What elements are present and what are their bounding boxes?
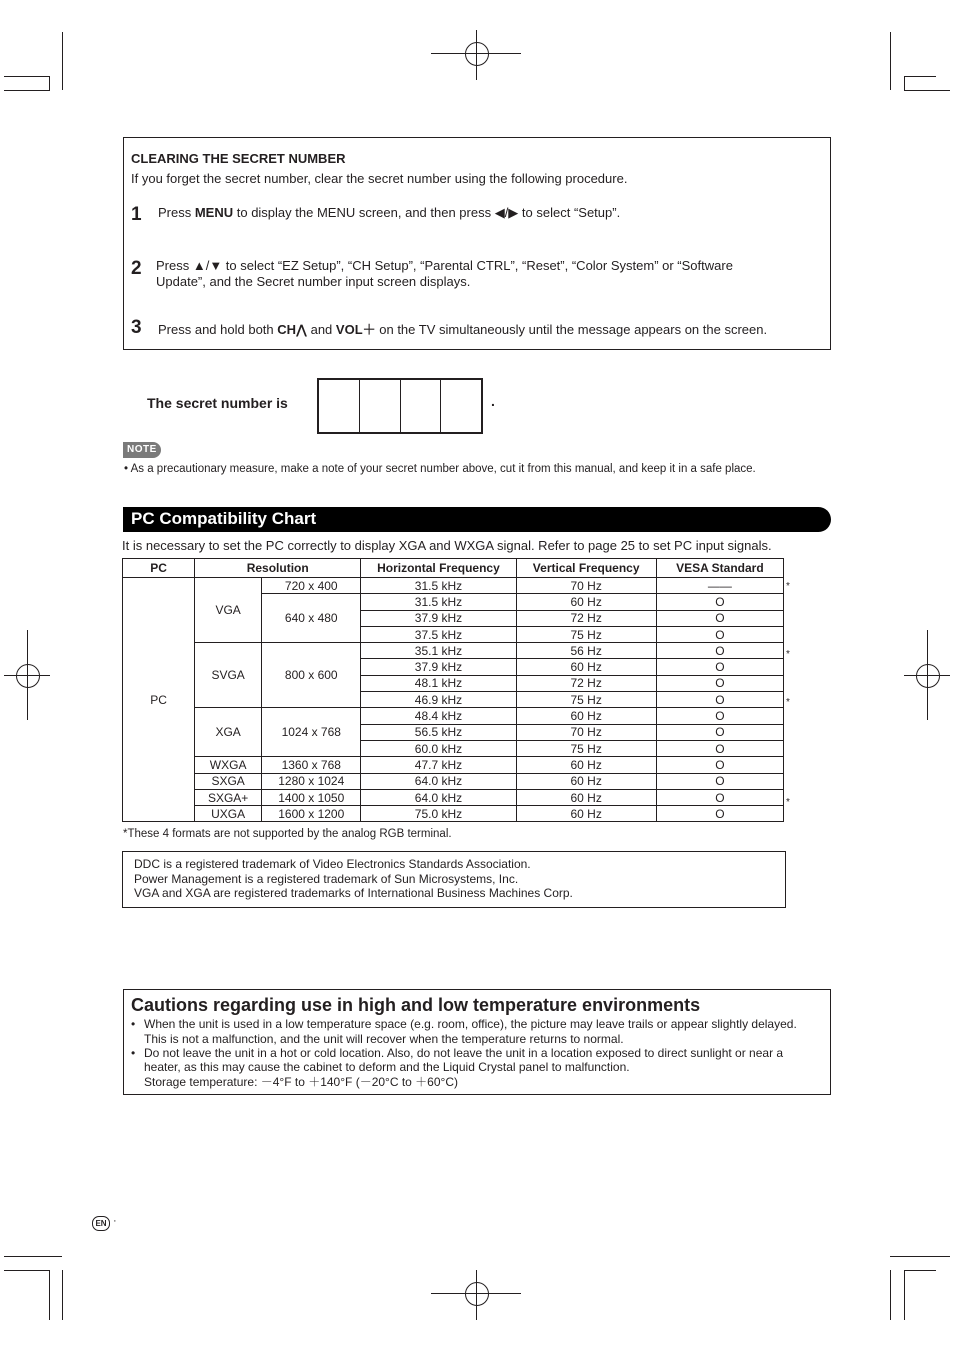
digit-box — [441, 380, 481, 432]
hfreq-cell: 47.7 kHz — [361, 757, 516, 773]
digit-box — [319, 380, 360, 432]
caution-text: Storage temperature: －4°F to ＋140°F (－20°C to ＋60°C) — [144, 1075, 458, 1089]
vesa-cell: O — [656, 789, 783, 805]
header-cell: VESA Standard — [656, 559, 783, 578]
table-row — [123, 578, 784, 594]
hfreq-cell: 48.4 kHz — [361, 708, 516, 724]
caution-text: heater, as this may cause the cabinet to deform and the Liquid Crystal panel to malfunction. — [144, 1060, 630, 1074]
hfreq-cell: 31.5 kHz — [361, 578, 516, 594]
digit-box — [401, 380, 442, 432]
note-text: • As a precautionary measure, make a note of your secret number above, cut it from this manual, and keep it in a safe place. — [124, 463, 756, 475]
hfreq-cell: 60.0 kHz — [361, 740, 516, 756]
language-badge: EN — [92, 1216, 110, 1231]
vfreq-cell: 72 Hz — [516, 610, 656, 626]
hfreq-cell: 37.5 kHz — [361, 626, 516, 642]
resolution-cell: 1024 x 768 — [262, 708, 361, 757]
vfreq-cell: 60 Hz — [516, 594, 656, 610]
group-cell: SXGA+ — [195, 789, 262, 805]
vfreq-cell: 70 Hz — [516, 724, 656, 740]
footnote-star: * — [786, 797, 790, 808]
vfreq-cell: 60 Hz — [516, 757, 656, 773]
vfreq-cell: 75 Hz — [516, 692, 656, 708]
resolution-cell: 640 x 480 — [262, 594, 361, 643]
footnote-star: * — [786, 697, 790, 708]
pc-chart-intro: It is necessary to set the PC correctly to display XGA and WXGA signal. Refer to page 25 to set PC input signals. — [122, 538, 772, 553]
hfreq-cell: 64.0 kHz — [361, 789, 516, 805]
hfreq-cell: 48.1 kHz — [361, 675, 516, 691]
vesa-cell: O — [656, 806, 783, 822]
vesa-cell: O — [656, 757, 783, 773]
vesa-cell: O — [656, 708, 783, 724]
bullet: • — [131, 1017, 136, 1031]
step-text: Press and hold both CH⋀ and VOL＋ on the TV simultaneously until the message appears on the screen. — [158, 322, 768, 337]
pc-chart-title: PC Compatibility Chart — [131, 509, 317, 528]
trademark-line: Power Management is a registered trademark of Sun Microsystems, Inc. — [134, 872, 519, 886]
vfreq-cell: 60 Hz — [516, 659, 656, 675]
secret-number-boxes — [317, 378, 483, 434]
note-badge: NOTE — [123, 442, 161, 458]
pc-cell: PC — [123, 578, 195, 822]
resolution-cell: 1600 x 1200 — [262, 806, 361, 822]
bullet: • — [131, 1046, 136, 1060]
trademark-line: DDC is a registered trademark of Video Electronics Standards Association. — [134, 857, 531, 871]
clearing-secret-box — [123, 137, 831, 350]
footnote-star: * — [786, 649, 790, 660]
vesa-cell: O — [656, 692, 783, 708]
step-number: 3 — [131, 317, 142, 338]
table-row — [123, 643, 784, 659]
group-cell: VGA — [195, 578, 262, 643]
vesa-cell: O — [656, 724, 783, 740]
vfreq-cell: 60 Hz — [516, 806, 656, 822]
vfreq-cell: 60 Hz — [516, 708, 656, 724]
vesa-cell: O — [656, 675, 783, 691]
table-row — [123, 806, 784, 822]
resolution-cell: 800 x 600 — [262, 643, 361, 708]
vfreq-cell: 75 Hz — [516, 626, 656, 642]
resolution-cell: 1280 x 1024 — [262, 773, 361, 789]
pc-chart-footnote: *These 4 formats are not supported by the analog RGB terminal. — [123, 828, 452, 840]
vesa-cell: O — [656, 740, 783, 756]
table-row — [123, 789, 784, 805]
hfreq-cell: 75.0 kHz — [361, 806, 516, 822]
hfreq-cell: 31.5 kHz — [361, 594, 516, 610]
vesa-cell: O — [656, 626, 783, 642]
group-cell: XGA — [195, 708, 262, 757]
hfreq-cell: 56.5 kHz — [361, 724, 516, 740]
pc-compatibility-table — [122, 558, 784, 822]
step-text: Update”, and the Secret number input screen displays. — [156, 274, 471, 289]
header-cell: Resolution — [195, 559, 361, 578]
step-text: Press MENU to display the MENU screen, and then press ◀/▶ to select “Setup”. — [158, 205, 621, 220]
hfreq-cell: 37.9 kHz — [361, 610, 516, 626]
table-row — [123, 773, 784, 789]
vfreq-cell: 60 Hz — [516, 789, 656, 805]
vesa-cell: O — [656, 643, 783, 659]
group-cell: UXGA — [195, 806, 262, 822]
footnote-star: * — [786, 581, 790, 592]
vfreq-cell: 75 Hz — [516, 740, 656, 756]
vfreq-cell: 60 Hz — [516, 773, 656, 789]
vesa-cell: O — [656, 659, 783, 675]
digit-box — [360, 380, 401, 432]
table-header-row — [123, 559, 784, 578]
secret-dot: . — [491, 393, 495, 409]
vesa-cell: —— — [656, 578, 783, 594]
vfreq-cell: 56 Hz — [516, 643, 656, 659]
resolution-cell: 1360 x 768 — [262, 757, 361, 773]
caution-text: Do not leave the unit in a hot or cold location. Also, do not leave the unit in a location exposed to direct sunlight or near a — [144, 1046, 784, 1060]
cautions-title: Cautions regarding use in high and low temperature environments — [131, 995, 701, 1015]
table-row — [123, 757, 784, 773]
vfreq-cell: 72 Hz — [516, 675, 656, 691]
hfreq-cell: 37.9 kHz — [361, 659, 516, 675]
resolution-cell: 720 x 400 — [262, 578, 361, 594]
clearing-intro: If you forget the secret number, clear the secret number using the following procedure. — [131, 171, 628, 186]
header-cell: PC — [123, 559, 195, 578]
step-number: 2 — [131, 258, 142, 279]
clearing-title: CLEARING THE SECRET NUMBER — [131, 151, 346, 166]
header-cell: Vertical Frequency — [516, 559, 656, 578]
vesa-cell: O — [656, 594, 783, 610]
secret-number-label: The secret number is — [147, 395, 288, 411]
caution-text: This is not a malfunction, and the unit will recover when the temperature returns to normal. — [144, 1032, 624, 1046]
step-number: 1 — [131, 204, 142, 225]
table-row — [123, 708, 784, 724]
step-text: Press ▲/▼ to select “EZ Setup”, “CH Setup”, “Parental CTRL”, “Reset”, “Color System” or “Software — [156, 258, 733, 273]
header-cell: Horizontal Frequency — [361, 559, 516, 578]
resolution-cell: 1400 x 1050 — [262, 789, 361, 805]
vesa-cell: O — [656, 610, 783, 626]
vfreq-cell: 70 Hz — [516, 578, 656, 594]
group-cell: SVGA — [195, 643, 262, 708]
group-cell: SXGA — [195, 773, 262, 789]
hfreq-cell: 35.1 kHz — [361, 643, 516, 659]
caution-text: When the unit is used in a low temperature space (e.g. room, office), the picture may leave trails or appear slightly delayed. — [144, 1017, 797, 1031]
hfreq-cell: 64.0 kHz — [361, 773, 516, 789]
vesa-cell: O — [656, 773, 783, 789]
hfreq-cell: 46.9 kHz — [361, 692, 516, 708]
group-cell: WXGA — [195, 757, 262, 773]
page-dot: · — [113, 1215, 117, 1227]
trademark-line: VGA and XGA are registered trademarks of International Business Machines Corp. — [134, 886, 573, 900]
